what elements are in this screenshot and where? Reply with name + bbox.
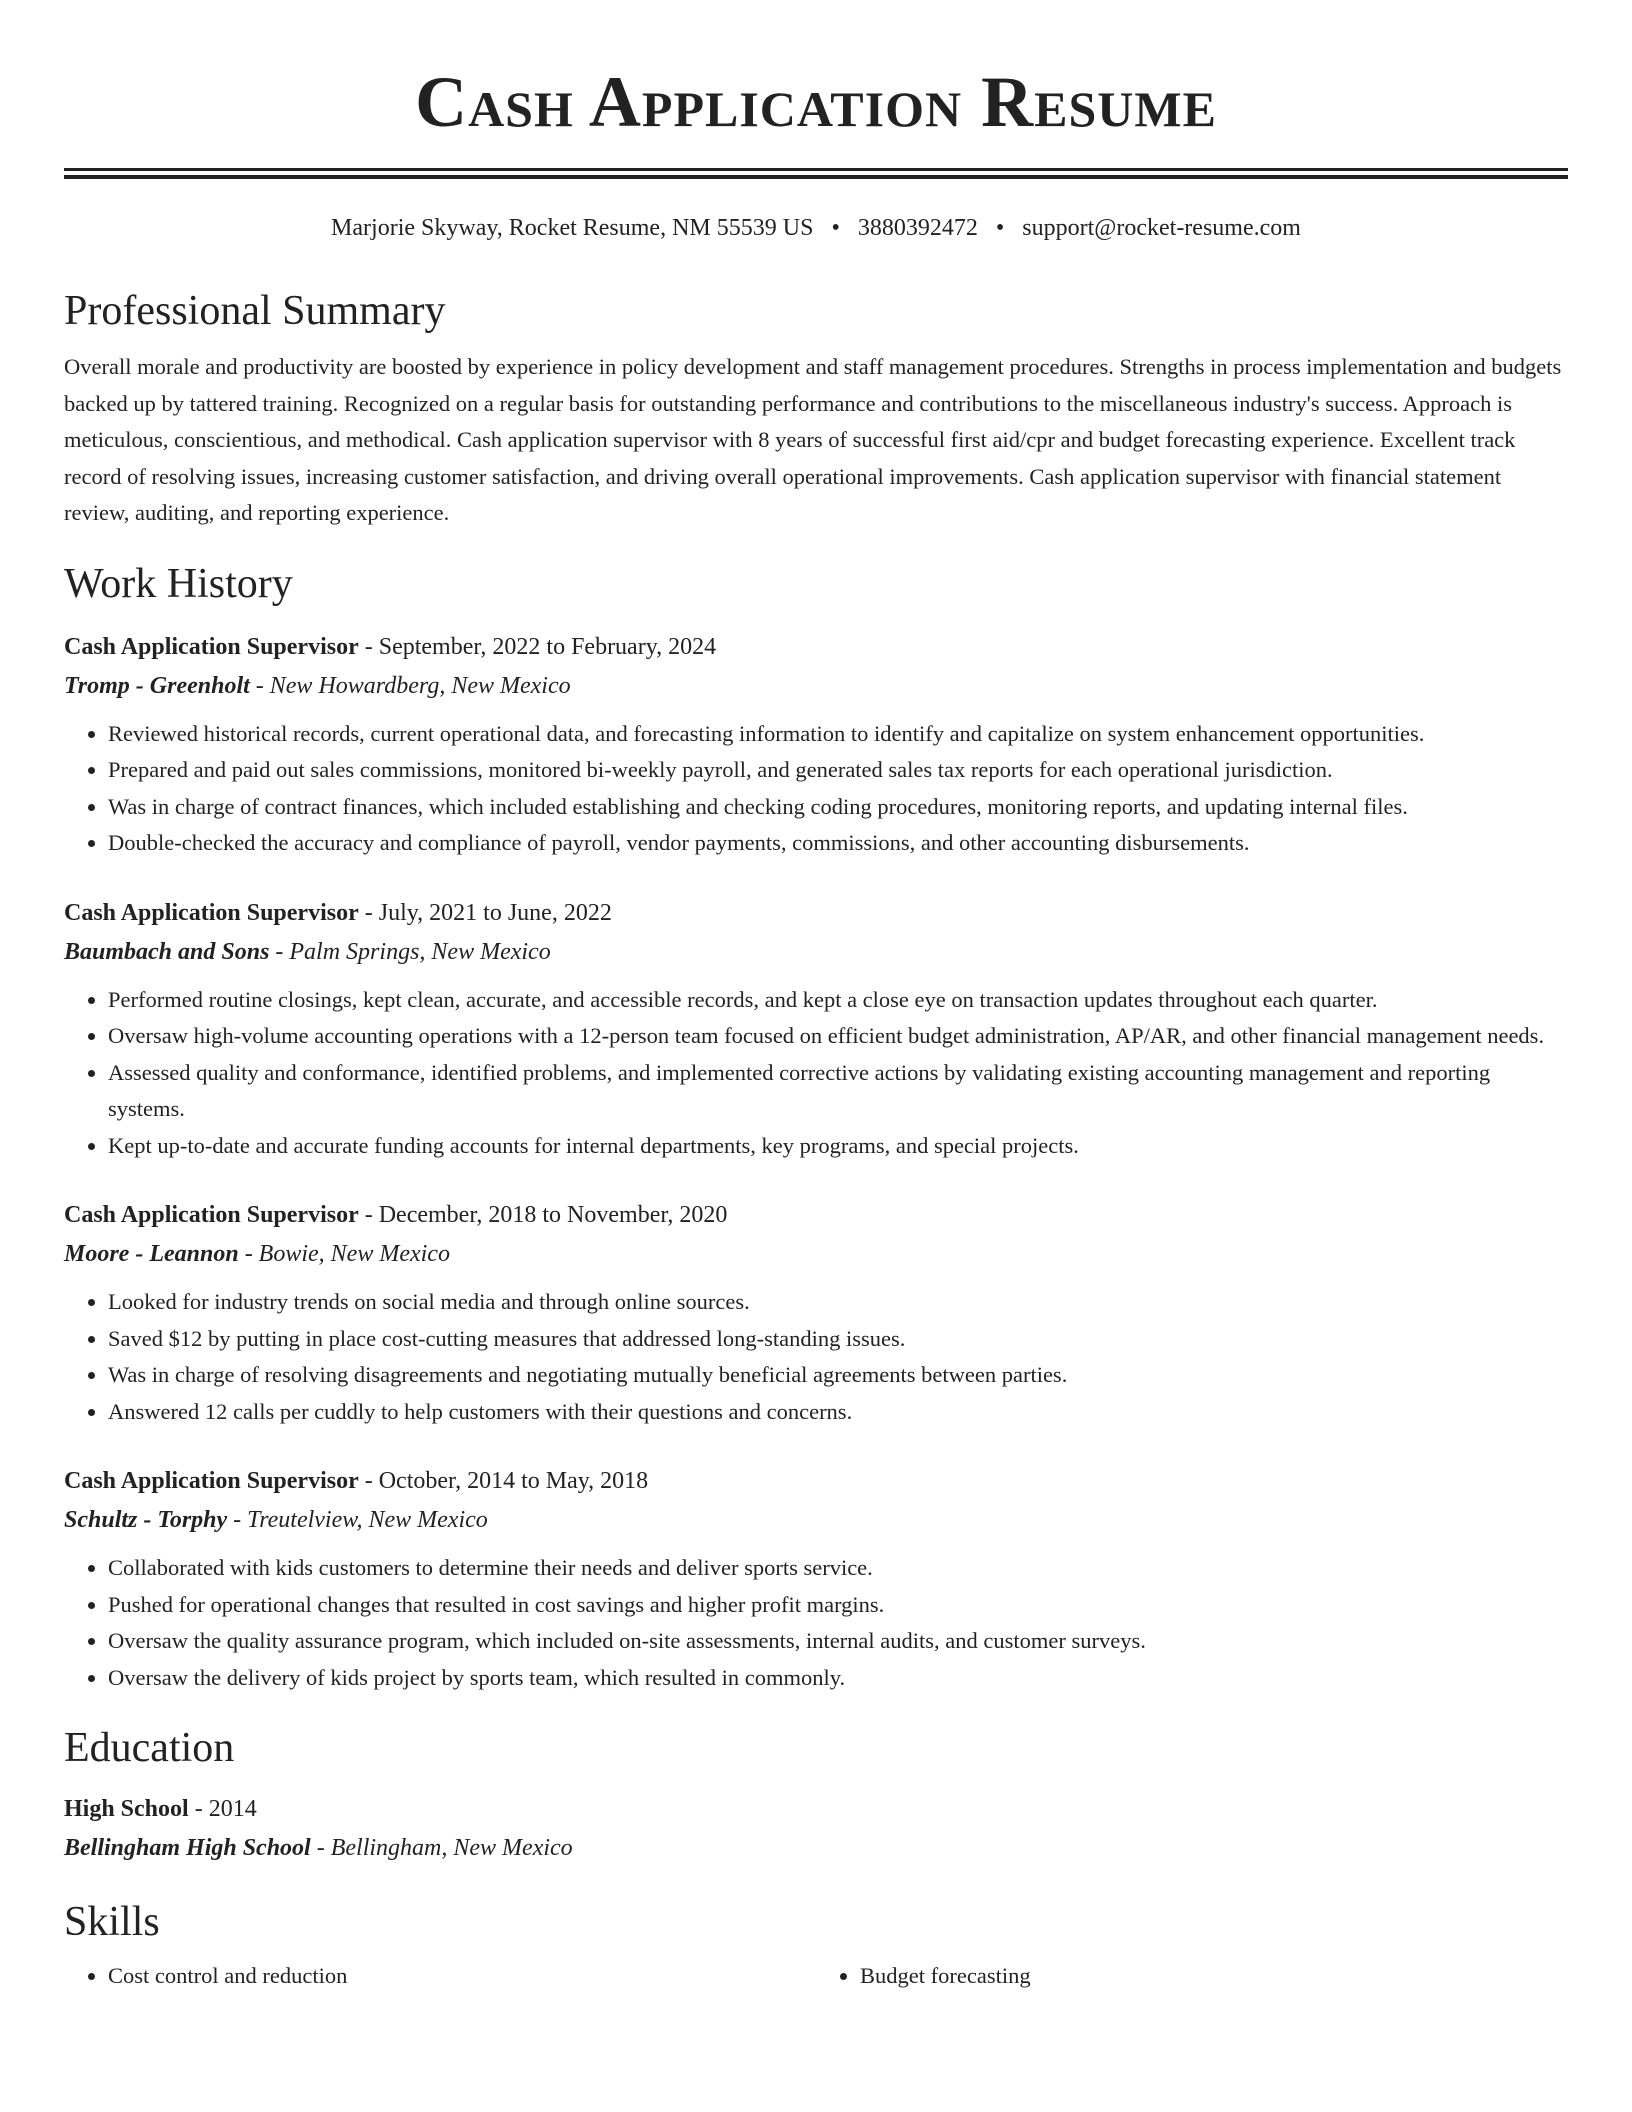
job-bullet: • Collaborated with kids customers to determine their needs and deliver sports service. <box>108 1550 1568 1587</box>
job-dates: - July, 2021 to June, 2022 <box>358 899 612 926</box>
company-location: - Palm Springs, New Mexico <box>269 938 551 965</box>
skills-list <box>64 1958 1568 1995</box>
job-title-line <box>64 894 1568 932</box>
job-dates: - September, 2022 to February, 2024 <box>358 633 717 660</box>
job-bullets <box>64 716 1568 862</box>
contact-address: Marjorie Skyway, Rocket Resume, NM 55539 US <box>331 215 814 241</box>
summary-heading: Professional Summary <box>64 288 446 334</box>
school-line <box>64 1828 1568 1868</box>
job-bullet: • Reviewed historical records, current operational data, and forecasting information to identify and capitalize on system enhancement opportunities. <box>108 716 1568 753</box>
job-title: Cash Application Supervisor <box>64 1202 359 1228</box>
job-title: Cash Application Supervisor <box>64 1468 359 1494</box>
job-bullet: • Oversaw high-volume accounting operations with a 12-person team focused on efficient budget administration, AP/AR, and other financial management needs. <box>108 1018 1568 1055</box>
education-entry <box>64 1790 1568 1868</box>
job-bullet: • Performed routine closings, kept clean, accurate, and accessible records, and kept a close eye on transaction updates throughout each quarter. <box>108 982 1568 1019</box>
job-bullets <box>64 982 1568 1165</box>
job-bullet: • Prepared and paid out sales commissions, monitored bi-weekly payroll, and generated sales tax reports for each operational jurisdiction. <box>108 752 1568 789</box>
job-entry <box>64 1462 1568 1696</box>
skills-column-left <box>64 1958 816 1995</box>
job-bullets <box>64 1284 1568 1430</box>
job-bullet: • Pushed for operational changes that resulted in cost savings and higher profit margins. <box>108 1587 1568 1624</box>
job-entry <box>64 894 1568 1165</box>
job-dates: - October, 2014 to May, 2018 <box>358 1468 649 1494</box>
skill-item: • Cost control and reduction <box>108 1958 816 1995</box>
contact-line <box>64 213 1568 243</box>
company-location: - Treutelview, New Mexico <box>227 1507 488 1533</box>
job-title-line <box>64 1462 1568 1500</box>
company-line <box>64 1500 1568 1540</box>
job-title-line <box>64 628 1568 666</box>
job-bullet: • Looked for industry trends on social media and through online sources. <box>108 1284 1568 1321</box>
job-bullets <box>64 1550 1568 1696</box>
job-bullet: • Was in charge of resolving disagreements and negotiating mutually beneficial agreements between parties. <box>108 1357 1568 1394</box>
degree-line <box>64 1790 1568 1828</box>
contact-email: support@rocket-resume.com <box>1022 215 1301 241</box>
job-title: Cash Application Supervisor <box>64 633 359 660</box>
job-bullet: • Saved $12 by putting in place cost-cutting measures that addressed long-standing issues. <box>108 1321 1568 1358</box>
job-bullet: • Was in charge of contract finances, which included establishing and checking coding procedures, monitoring reports, and updating internal files. <box>108 789 1568 826</box>
resume-page <box>64 0 1568 1995</box>
company-name: Baumbach and Sons <box>64 938 270 965</box>
degree-name: High School <box>64 1796 189 1822</box>
company-line <box>64 932 1568 972</box>
job-bullet: • Double-checked the accuracy and compliance of payroll, vendor payments, commissions, and other accounting disbursements. <box>108 825 1568 862</box>
job-title: Cash Application Supervisor <box>64 899 359 926</box>
job-entry <box>64 1196 1568 1430</box>
company-name: Moore - Leannon <box>64 1241 239 1267</box>
contact-separator: • <box>995 215 1005 241</box>
company-line <box>64 666 1568 706</box>
resume-title: Cash Application Resume <box>415 62 1217 142</box>
job-entry <box>64 628 1568 862</box>
skills-heading: Skills <box>64 1899 160 1945</box>
contact-phone: 3880392472 <box>857 215 978 241</box>
company-location: - Bowie, New Mexico <box>238 1241 450 1267</box>
work-history-heading: Work History <box>64 560 293 607</box>
school-location: - Bellingham, New Mexico <box>310 1835 573 1861</box>
skill-item: • Budget forecasting <box>860 1958 1568 1995</box>
summary-text: Overall morale and productivity are boosted by experience in policy development and staff management procedures. Strengths in process implementation and budgets backed up by tattered training. Recognized on a regular basis for outstanding performance and contributions to the miscellaneous industry's success. Approach is meticulous, conscientious, and methodical. Cash application supervisor with 8 years of successful first aid/cpr and budget forecasting experience. Excellent track record of resolving issues, increasing customer satisfaction, and driving overall operational improvements. Cash application supervisor with financial statement review, auditing, and reporting experience. <box>64 354 1562 525</box>
education-heading: Education <box>64 1725 235 1771</box>
company-location: - New Howardberg, New Mexico <box>249 672 571 699</box>
job-bullet: • Assessed quality and conformance, identified problems, and implemented corrective actions by validating existing accounting management and reporting systems. <box>108 1055 1568 1128</box>
degree-year: - 2014 <box>188 1796 257 1822</box>
school-name: Bellingham High School <box>64 1835 311 1861</box>
company-line <box>64 1234 1568 1274</box>
contact-separator: • <box>831 215 840 241</box>
job-bullet: • Kept up-to-date and accurate funding accounts for internal departments, key programs, and special projects. <box>108 1128 1568 1165</box>
title-double-rule <box>64 168 1568 179</box>
job-bullet: • Oversaw the quality assurance program, which included on-site assessments, internal audits, and customer surveys. <box>108 1623 1568 1660</box>
company-name: Schultz - Torphy <box>64 1507 228 1533</box>
job-dates: - December, 2018 to November, 2020 <box>358 1202 728 1228</box>
job-title-line <box>64 1196 1568 1234</box>
job-bullet: • Oversaw the delivery of kids project by sports team, which resulted in commonly. <box>108 1660 1568 1697</box>
company-name: Tromp - Greenholt <box>64 672 250 699</box>
job-bullet: • Answered 12 calls per cuddly to help customers with their questions and concerns. <box>108 1394 1568 1431</box>
skills-column-right <box>816 1958 1568 1995</box>
